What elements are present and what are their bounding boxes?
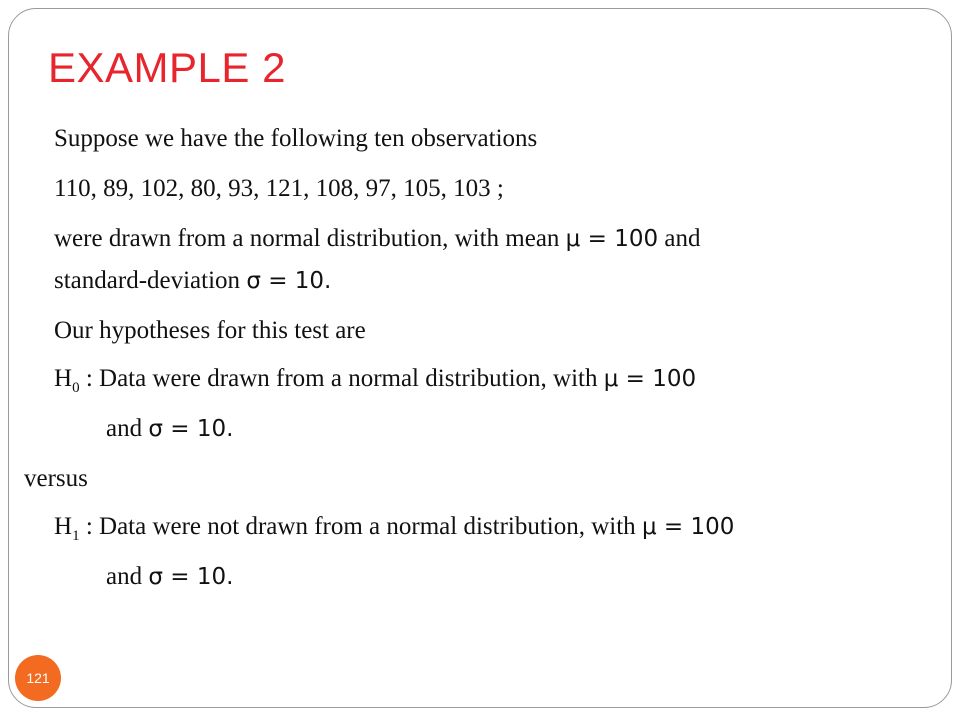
sigma-expression: σ = 10. (246, 268, 332, 294)
h1-sigma-expression: σ = 10. (148, 564, 234, 590)
h0-mu-expression: μ = 100 (603, 366, 697, 392)
h1-mu-expression: μ = 100 (641, 514, 735, 540)
h1-text: : Data were not drawn from a normal distribution, with (79, 513, 642, 540)
hypotheses-intro-line (54, 316, 366, 346)
versus-line (24, 464, 88, 494)
std-dev-text: standard-deviation (54, 267, 247, 294)
observations-line (54, 174, 504, 204)
alt-hypothesis-cont-line (106, 562, 233, 592)
h0-label: H (54, 365, 73, 392)
alt-hypothesis-line (54, 512, 734, 545)
distribution-text: were drawn from a normal distribution, with mean (54, 225, 566, 252)
observations-values: 110, 89, 102, 80, 93, 121, 108, 97, 105, 103 ; (54, 175, 504, 202)
h1-and-text: and (106, 563, 149, 590)
mu-expression: μ = 100 (565, 226, 659, 252)
h1-label: H (54, 513, 73, 540)
versus-text: versus (24, 465, 88, 492)
slide-frame (8, 8, 952, 708)
h1-subscript: 1 (72, 528, 80, 544)
std-dev-line (54, 266, 331, 296)
and-text: and (658, 225, 701, 252)
slide-title: EXAMPLE 2 (48, 44, 286, 91)
null-hypothesis-cont-line (106, 414, 233, 444)
intro-text: Suppose we have the following ten observations (54, 125, 538, 152)
null-hypothesis-line (54, 364, 696, 397)
h0-text: : Data were drawn from a normal distribution, with (79, 365, 604, 392)
h0-and-text: and (106, 415, 149, 442)
distribution-line (54, 224, 700, 254)
h0-sigma-expression: σ = 10. (148, 416, 234, 442)
intro-line (54, 124, 537, 154)
hypotheses-intro-text: Our hypotheses for this test are (54, 317, 366, 344)
h0-subscript: 0 (72, 380, 80, 396)
page-number-badge: 121 (15, 655, 61, 701)
